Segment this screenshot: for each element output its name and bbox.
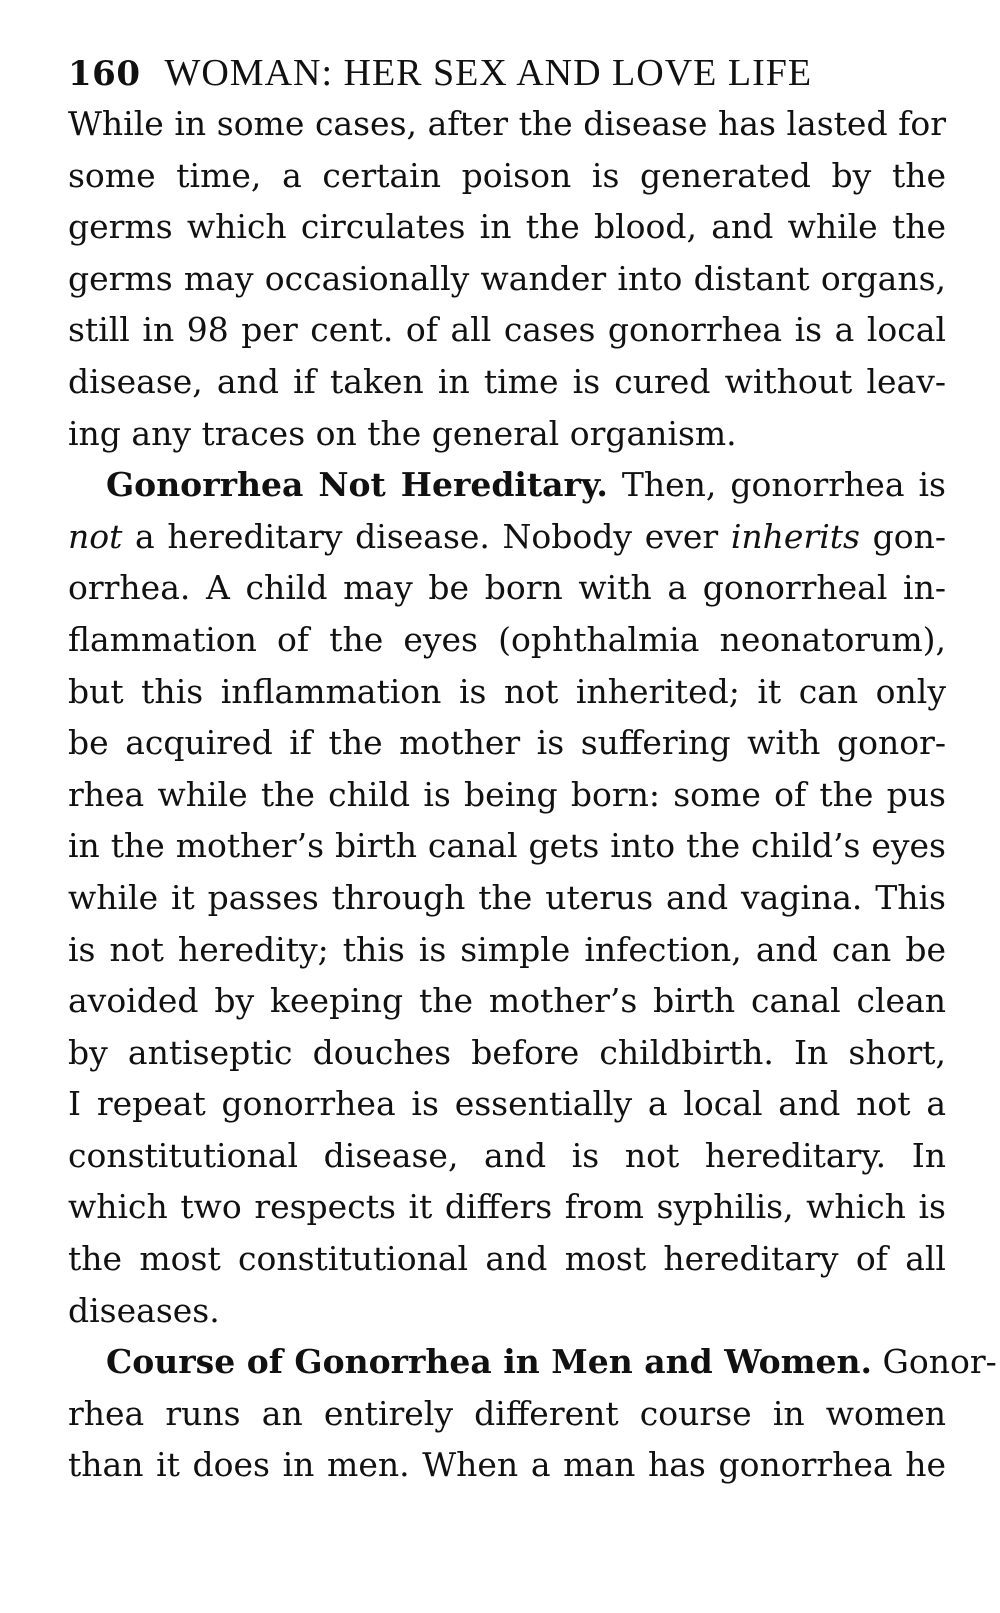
text-segment: avoided by keeping the mother’s birth canal clean <box>68 981 946 1021</box>
running-title: WOMAN: HER SEX AND LOVE LIFE <box>164 52 813 94</box>
text-line <box>68 717 946 769</box>
text-segment: the most constitutional and most hereditary of all <box>68 1239 946 1279</box>
text-segment: While in some cases, after the disease has lasted for <box>68 104 946 143</box>
section-heading: Course of Gonorrhea in Men and Women. <box>106 1342 872 1382</box>
emphasis-text: inherits <box>730 516 860 556</box>
text-segment: ing any traces on the general organism. <box>68 413 737 453</box>
text-line <box>68 356 946 408</box>
text-segment: Gonor- <box>871 1342 997 1382</box>
body-text <box>68 98 997 1491</box>
section-heading: Gonorrhea Not Hereditary. <box>106 465 608 505</box>
text-segment: which two respects it differs from syphilis, which is <box>68 1187 946 1227</box>
text-segment: rhea runs an entirely different course in women <box>68 1393 946 1433</box>
text-segment: disease, and if taken in time is cured without leav- <box>68 361 946 401</box>
text-segment: but this inflammation is not inherited; it can only <box>68 671 946 711</box>
text-line <box>68 924 946 976</box>
text-line <box>68 614 946 666</box>
text-segment: still in 98 per cent. of all cases gonorrhea is a local <box>68 310 946 350</box>
text-segment: Then, gonorrhea is <box>607 465 946 505</box>
text-line <box>68 769 946 821</box>
text-segment: by antiseptic douches before childbirth. In short, <box>68 1032 946 1072</box>
text-segment: diseases. <box>68 1290 220 1330</box>
text-line <box>68 1388 946 1440</box>
text-segment: than it does in men. When a man has gonorrhea he <box>68 1445 946 1485</box>
text-line <box>68 872 946 924</box>
text-segment: germs which circulates in the blood, and while the <box>68 207 946 247</box>
book-page <box>68 48 997 1491</box>
text-segment: orrhea. A child may be born with a gonorrheal in- <box>68 568 946 608</box>
text-segment: gon- <box>859 516 946 556</box>
text-segment: germs may occasionally wander into distant organs, <box>68 258 946 298</box>
page-number: 160 <box>68 54 141 94</box>
emphasis-text: not <box>68 516 123 556</box>
text-line <box>68 1233 946 1285</box>
text-line <box>68 1027 946 1079</box>
text-segment: constitutional disease, and is not hereditary. In <box>68 1135 946 1175</box>
text-line <box>68 975 946 1027</box>
text-line <box>68 459 946 511</box>
text-line <box>68 1285 946 1337</box>
text-segment: is not heredity; this is simple infection, and can be <box>68 929 946 969</box>
running-head <box>68 48 946 98</box>
text-line <box>68 253 946 305</box>
text-line <box>68 511 946 563</box>
text-line <box>68 562 946 614</box>
text-segment: be acquired if the mother is suffering with gonor- <box>68 723 946 763</box>
text-line <box>68 1336 997 1388</box>
text-segment: some time, a certain poison is generated by the <box>68 155 946 195</box>
text-segment: in the mother’s birth canal gets into the child’s eyes <box>68 826 946 866</box>
text-segment: rhea while the child is being born: some of the pus <box>68 774 946 814</box>
text-line <box>68 98 946 150</box>
text-line <box>68 820 946 872</box>
text-segment: a hereditary disease. Nobody ever <box>122 516 731 556</box>
text-segment: I repeat gonorrhea is essentially a local and not a <box>68 1084 946 1124</box>
text-line <box>68 1078 946 1130</box>
text-line <box>68 1439 946 1491</box>
text-line <box>68 1181 946 1233</box>
text-line <box>68 666 946 718</box>
text-line <box>68 150 946 202</box>
text-segment: while it passes through the uterus and vagina. This <box>68 877 946 917</box>
text-line <box>68 1130 946 1182</box>
text-segment: flammation of the eyes (ophthalmia neonatorum), <box>68 619 946 659</box>
text-line <box>68 201 946 253</box>
text-line <box>68 408 946 460</box>
text-line <box>68 304 946 356</box>
